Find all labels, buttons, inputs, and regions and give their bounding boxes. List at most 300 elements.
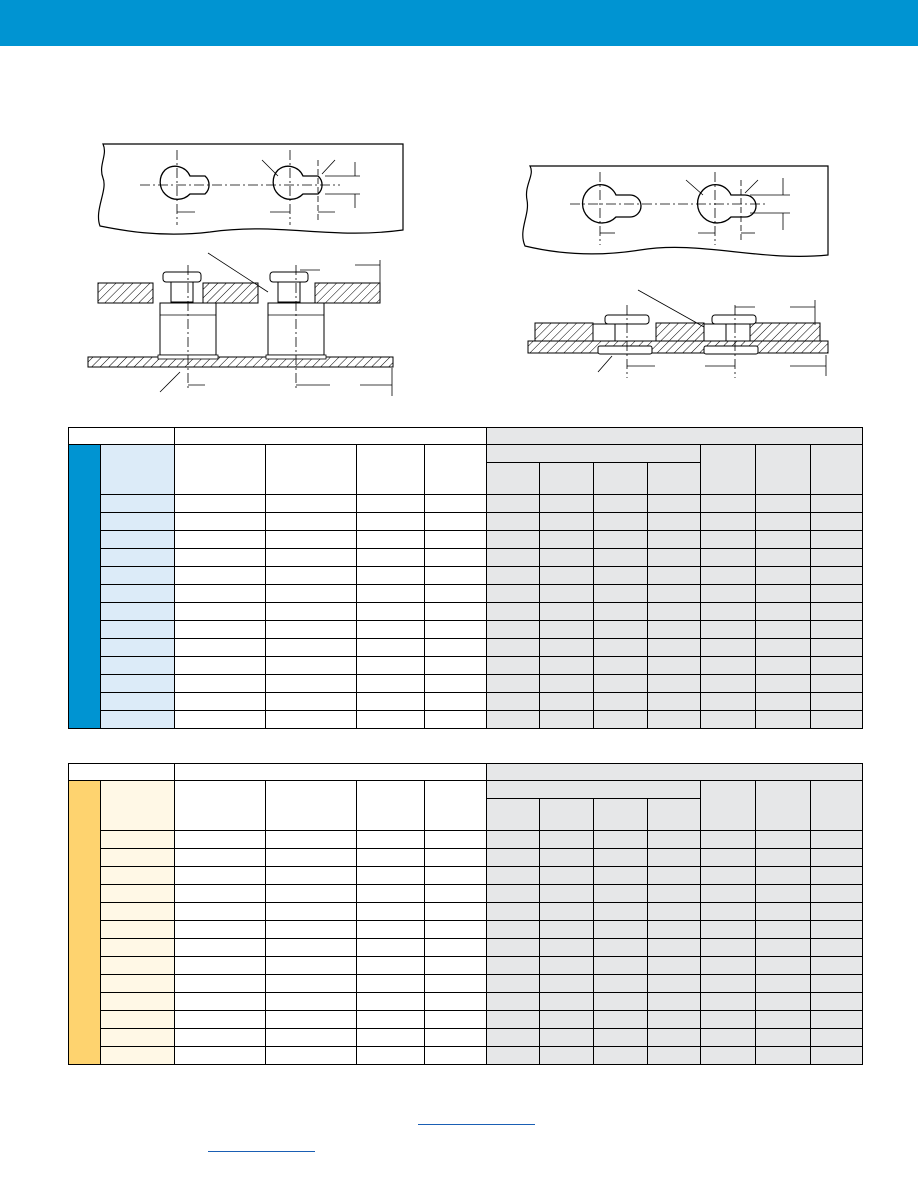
table-row — [69, 831, 863, 849]
table-cell — [101, 1029, 175, 1047]
table-cell — [425, 603, 487, 621]
table-cell — [540, 831, 594, 849]
table-cell — [701, 867, 756, 885]
table-upper-body — [69, 428, 863, 729]
table-cell — [811, 781, 863, 831]
table-cell — [357, 495, 425, 513]
table-cell — [425, 885, 487, 903]
table-cell — [101, 495, 175, 513]
table-cell — [540, 531, 594, 549]
table-cell — [594, 495, 648, 513]
table-cell — [540, 975, 594, 993]
table-cell — [101, 831, 175, 849]
table-cell — [266, 657, 357, 675]
table-cell — [425, 639, 487, 657]
table-cell — [648, 585, 701, 603]
table-cell — [811, 657, 863, 675]
table-cell — [266, 495, 357, 513]
table-cell — [175, 675, 266, 693]
table-cell — [540, 693, 594, 711]
table-cell — [811, 1029, 863, 1047]
table-cell — [175, 495, 266, 513]
table-cell — [425, 903, 487, 921]
table-cell — [357, 639, 425, 657]
table-cell — [648, 495, 701, 513]
table-cell — [266, 993, 357, 1011]
table-cell — [648, 639, 701, 657]
table-cell — [701, 657, 756, 675]
table-cell — [175, 531, 266, 549]
table-cell — [540, 885, 594, 903]
table-cell — [811, 531, 863, 549]
table-row — [69, 675, 863, 693]
table-cell — [425, 781, 487, 831]
table-cell — [101, 1047, 175, 1065]
table-cell — [648, 939, 701, 957]
table-cell — [425, 495, 487, 513]
table-row — [69, 567, 863, 585]
table-cell — [357, 993, 425, 1011]
table-cell — [648, 711, 701, 729]
footnote-link[interactable] — [208, 1151, 315, 1152]
table-cell — [101, 1011, 175, 1029]
table-cell — [101, 621, 175, 639]
table-cell — [101, 957, 175, 975]
table-cell — [811, 513, 863, 531]
table-cell — [701, 639, 756, 657]
table-cell — [811, 495, 863, 513]
footnote-link[interactable] — [418, 1124, 535, 1125]
table-cell — [648, 885, 701, 903]
table-cell — [540, 1047, 594, 1065]
table-cell — [357, 957, 425, 975]
table-cell — [357, 975, 425, 993]
table-cell — [487, 531, 540, 549]
table-cell — [756, 903, 811, 921]
table-cell — [175, 1047, 266, 1065]
table-cell — [357, 1047, 425, 1065]
table-row — [69, 957, 863, 975]
table-cell — [425, 693, 487, 711]
table-cell — [357, 621, 425, 639]
table-cell — [357, 1011, 425, 1029]
table-cell — [811, 585, 863, 603]
table-cell — [175, 603, 266, 621]
table-cell — [266, 621, 357, 639]
table-cell — [101, 445, 175, 495]
table-cell — [756, 921, 811, 939]
table-cell — [487, 975, 540, 993]
table-cell — [756, 567, 811, 585]
table-cell — [540, 549, 594, 567]
table-row — [69, 585, 863, 603]
table-cell — [101, 657, 175, 675]
table-cell — [594, 549, 648, 567]
table-row — [69, 921, 863, 939]
table-cell — [357, 693, 425, 711]
table-cell — [175, 585, 266, 603]
table-cell — [701, 513, 756, 531]
table-cell — [648, 1029, 701, 1047]
table-cell — [425, 445, 487, 495]
table-cell — [540, 1029, 594, 1047]
table-cell — [175, 1029, 266, 1047]
table-cell — [540, 585, 594, 603]
table-cell — [701, 621, 756, 639]
table-cell — [425, 567, 487, 585]
table-row — [69, 1011, 863, 1029]
table-cell — [487, 657, 540, 675]
table-cell — [701, 1011, 756, 1029]
table-cell — [701, 445, 756, 495]
table-cell — [594, 531, 648, 549]
table-cell — [594, 585, 648, 603]
table-cell — [101, 993, 175, 1011]
table-cell — [266, 513, 357, 531]
table-cell — [811, 567, 863, 585]
table-cell — [756, 849, 811, 867]
table-cell — [357, 921, 425, 939]
table-cell — [594, 693, 648, 711]
table-cell — [811, 621, 863, 639]
table-cell — [756, 531, 811, 549]
table-cell — [101, 711, 175, 729]
table-cell — [175, 693, 266, 711]
keyhole-slot — [160, 166, 209, 199]
table-cell — [425, 957, 487, 975]
table-cell — [101, 781, 175, 831]
table-cell — [756, 957, 811, 975]
table-cell — [594, 1047, 648, 1065]
spec-table-upper — [68, 427, 863, 729]
table-cell — [701, 1029, 756, 1047]
table-cell — [594, 621, 648, 639]
table-cell — [701, 495, 756, 513]
table-cell — [266, 781, 357, 831]
table-cell — [648, 1011, 701, 1029]
panel-outline — [98, 144, 403, 234]
table-cell — [357, 867, 425, 885]
table-cell — [540, 657, 594, 675]
table-cell — [266, 1011, 357, 1029]
table-cell — [101, 639, 175, 657]
table-cell — [101, 867, 175, 885]
table-cell — [540, 639, 594, 657]
table-cell — [594, 1011, 648, 1029]
table-cell — [811, 445, 863, 495]
table-cell — [69, 764, 175, 781]
table-header-row — [69, 445, 863, 463]
table-cell — [648, 463, 701, 495]
table-cell — [425, 1011, 487, 1029]
table-cell — [101, 903, 175, 921]
table-row — [69, 495, 863, 513]
table-cell — [648, 849, 701, 867]
table-cell — [648, 513, 701, 531]
table-cell — [701, 1047, 756, 1065]
table-cell — [811, 693, 863, 711]
table-row — [69, 993, 863, 1011]
table-cell — [811, 639, 863, 657]
table-cell — [701, 693, 756, 711]
table-row — [69, 885, 863, 903]
table-cell — [756, 711, 811, 729]
table-cell — [648, 867, 701, 885]
table-cell — [540, 921, 594, 939]
table-cell — [594, 1029, 648, 1047]
table-cell — [811, 885, 863, 903]
table-cell — [701, 711, 756, 729]
table-cell — [266, 445, 357, 495]
table-cell — [425, 531, 487, 549]
table-cell — [756, 549, 811, 567]
table-cell — [648, 903, 701, 921]
table-cell — [101, 849, 175, 867]
table-cell — [487, 621, 540, 639]
table-cell — [594, 603, 648, 621]
table-cell — [648, 603, 701, 621]
table-cell — [756, 993, 811, 1011]
table-cell — [425, 993, 487, 1011]
table-row — [69, 513, 863, 531]
table-cell — [175, 639, 266, 657]
table-cell — [487, 445, 701, 463]
table-cell — [648, 993, 701, 1011]
table-cell — [487, 513, 540, 531]
table-cell — [357, 849, 425, 867]
table-cell — [357, 885, 425, 903]
table-cell — [425, 585, 487, 603]
table-cell — [266, 1029, 357, 1047]
table-cell — [648, 693, 701, 711]
table-cell — [701, 585, 756, 603]
table-cell — [175, 621, 266, 639]
table-row — [69, 531, 863, 549]
table-cell — [425, 621, 487, 639]
table-cell — [487, 567, 540, 585]
table-cell — [756, 675, 811, 693]
table-cell — [487, 957, 540, 975]
table-cell — [266, 603, 357, 621]
table-cell — [594, 957, 648, 975]
table-cell — [357, 549, 425, 567]
table-cell — [175, 849, 266, 867]
table-header-row — [69, 764, 863, 781]
table-cell — [594, 921, 648, 939]
table-cell — [266, 693, 357, 711]
table-cell — [701, 939, 756, 957]
table-cell — [487, 675, 540, 693]
table-cell — [487, 549, 540, 567]
table-cell — [357, 675, 425, 693]
table-cell — [357, 657, 425, 675]
table-cell — [101, 513, 175, 531]
table-cell — [811, 957, 863, 975]
table-cell — [266, 1047, 357, 1065]
table-cell — [487, 831, 540, 849]
color-band — [69, 781, 101, 1065]
table-cell — [101, 939, 175, 957]
table-cell — [811, 903, 863, 921]
table-cell — [266, 531, 357, 549]
table-cell — [175, 657, 266, 675]
table-cell — [487, 921, 540, 939]
table-cell — [487, 939, 540, 957]
table-cell — [266, 903, 357, 921]
table-cell — [701, 885, 756, 903]
table-cell — [266, 849, 357, 867]
table-cell — [594, 799, 648, 831]
table-cell — [487, 1011, 540, 1029]
table-cell — [811, 1047, 863, 1065]
table-cell — [357, 567, 425, 585]
table-cell — [175, 993, 266, 1011]
table-cell — [425, 657, 487, 675]
table-cell — [756, 585, 811, 603]
table-cell — [266, 939, 357, 957]
table-cell — [648, 1047, 701, 1065]
table-cell — [701, 993, 756, 1011]
table-cell — [425, 513, 487, 531]
table-cell — [266, 885, 357, 903]
table-cell — [101, 885, 175, 903]
table-cell — [101, 693, 175, 711]
table-cell — [594, 657, 648, 675]
table-cell — [756, 639, 811, 657]
table-cell — [701, 531, 756, 549]
table-cell — [594, 567, 648, 585]
panel-outline — [523, 166, 828, 256]
table-cell — [594, 849, 648, 867]
table-cell — [487, 781, 701, 799]
table-cell — [266, 921, 357, 939]
table-cell — [756, 781, 811, 831]
table-cell — [101, 567, 175, 585]
table-cell — [357, 603, 425, 621]
table-cell — [701, 921, 756, 939]
table-cell — [487, 585, 540, 603]
table-cell — [175, 939, 266, 957]
table-cell — [175, 428, 487, 445]
table-cell — [425, 921, 487, 939]
table-cell — [811, 867, 863, 885]
table-cell — [425, 849, 487, 867]
header-bar — [0, 0, 918, 46]
table-cell — [540, 463, 594, 495]
table-cell — [540, 567, 594, 585]
table-cell — [487, 849, 540, 867]
table-cell — [487, 885, 540, 903]
table-cell — [811, 921, 863, 939]
spec-table-lower — [68, 763, 863, 1065]
table-cell — [357, 445, 425, 495]
table-cell — [266, 867, 357, 885]
table-cell — [175, 831, 266, 849]
table-cell — [756, 513, 811, 531]
table-cell — [756, 495, 811, 513]
table-cell — [811, 603, 863, 621]
table-row — [69, 639, 863, 657]
table-cell — [811, 831, 863, 849]
table-cell — [425, 1047, 487, 1065]
table-cell — [487, 993, 540, 1011]
table-cell — [266, 639, 357, 657]
table-cell — [266, 957, 357, 975]
table-cell — [648, 675, 701, 693]
table-cell — [701, 831, 756, 849]
table-cell — [648, 799, 701, 831]
table-cell — [101, 975, 175, 993]
table-cell — [101, 585, 175, 603]
table-cell — [175, 711, 266, 729]
table-cell — [540, 939, 594, 957]
table-row — [69, 849, 863, 867]
table-cell — [756, 603, 811, 621]
table-cell — [175, 781, 266, 831]
table-row — [69, 1029, 863, 1047]
table-cell — [811, 549, 863, 567]
keyhole-slot — [273, 166, 322, 199]
table-cell — [756, 1011, 811, 1029]
table-row — [69, 621, 863, 639]
table-cell — [175, 885, 266, 903]
table-cell — [540, 621, 594, 639]
drawing-left — [80, 135, 410, 400]
table-cell — [594, 463, 648, 495]
table-cell — [648, 567, 701, 585]
table-cell — [756, 1029, 811, 1047]
table-cell — [487, 495, 540, 513]
table-cell — [701, 975, 756, 993]
table-cell — [540, 675, 594, 693]
table-cell — [175, 975, 266, 993]
table-cell — [540, 993, 594, 1011]
table-row — [69, 975, 863, 993]
table-cell — [266, 549, 357, 567]
table-cell — [756, 1047, 811, 1065]
table-cell — [594, 831, 648, 849]
color-band — [69, 445, 101, 729]
table-cell — [648, 621, 701, 639]
table-row — [69, 1047, 863, 1065]
table-cell — [357, 513, 425, 531]
table-cell — [425, 867, 487, 885]
table-cell — [540, 849, 594, 867]
table-cell — [701, 781, 756, 831]
table-cell — [540, 957, 594, 975]
table-cell — [648, 921, 701, 939]
table-cell — [425, 711, 487, 729]
table-cell — [69, 428, 175, 445]
table-cell — [101, 921, 175, 939]
table-row — [69, 939, 863, 957]
table-cell — [756, 831, 811, 849]
table-cell — [487, 463, 540, 495]
table-cell — [425, 549, 487, 567]
table-cell — [175, 1011, 266, 1029]
table-cell — [175, 903, 266, 921]
table-row — [69, 867, 863, 885]
table-cell — [594, 711, 648, 729]
table-row — [69, 603, 863, 621]
table-cell — [540, 495, 594, 513]
table-cell — [756, 621, 811, 639]
table-cell — [487, 1047, 540, 1065]
table-cell — [811, 1011, 863, 1029]
table-cell — [540, 711, 594, 729]
table-cell — [425, 1029, 487, 1047]
table-cell — [594, 939, 648, 957]
